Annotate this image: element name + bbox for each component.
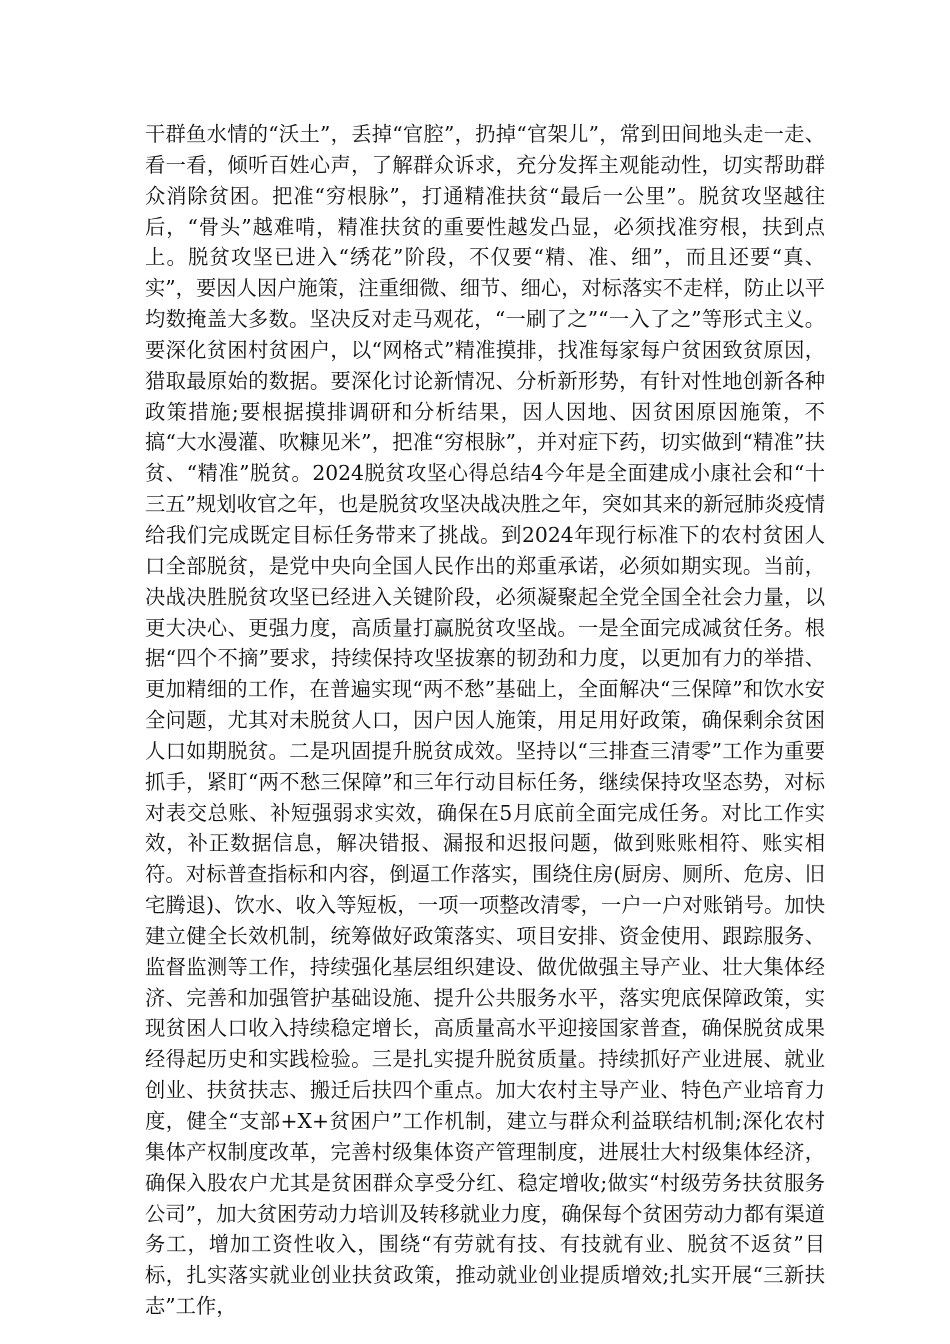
document-body	[145, 119, 825, 1322]
body-paragraph: 干群鱼水情的“沃土”，丢掉“官腔”，扔掉“官架儿”，常到田间地头走一走、看一看，倾听百姓心声，了解群众诉求，充分发挥主观能动性，切实帮助群众消除贫困。把准“穷根脉”，打通精准扶贫“最后一公里”。脱贫攻坚越往后，“骨头”越难啃，精准扶贫的重要性越发凸显，必须找准穷根，扶到点上。脱贫攻坚已进入“绣花”阶段，不仅要“精、准、细”，而且还要“真、实”，要因人因户施策，注重细微、细节、细心，对标落实不走样，防止以平均数掩盖大多数。坚决反对走马观花，“一刷了之”“一入了之”等形式主义。要深化贫困村贫困户，以“网格式”精准摸排，找准每家每户贫困致贫原因，猎取最原始的数据。要深化讨论新情况、分析新形势，有针对性地创新各种政策措施;要根据摸排调研和分析结果，因人因地、因贫困原因施策，不搞“大水漫灌、吹糠见米”，把准“穷根脉”，并对症下药，切实做到“精准”扶贫、“精准”脱贫。2024脱贫攻坚心得总结4今年是全面建成小康社会和“十三五”规划收官之年，也是脱贫攻坚决战决胜之年，突如其来的新冠肺炎疫情给我们完成既定目标任务带来了挑战。到2024年现行标准下的农村贫困人口全部脱贫，是党中央向全国人民作出的郑重承诺，必须如期实现。当前，决战决胜脱贫攻坚已经进入关键阶段，必须凝聚起全党全国全社会力量，以更大决心、更强力度，高质量打赢脱贫攻坚战。一是全面完成减贫任务。根据“四个不摘”要求，持续保持攻坚拔寨的韧劲和力度，以更加有力的举措、更加精细的工作，在普遍实现“两不愁”基础上，全面解决“三保障”和饮水安全问题，尤其对未脱贫人口，因户因人施策，用足用好政策，确保剩余贫困人口如期脱贫。二是巩固提升脱贫成效。坚持以“三排查三清零”工作为重要抓手，紧盯“两不愁三保障”和三年行动目标任务，继续保持攻坚态势，对标对表交总账、补短强弱求实效，确保在5月底前全面完成任务。对比工作实效，补正数据信息，解决错报、漏报和迟报问题，做到账账相符、账实相符。对标普查指标和内容，倒逼工作落实，围绕住房(厨房、厕所、危房、旧宅腾退)、饮水、收入等短板，一项一项整改清零，一户一户对账销号。加快建立健全长效机制，统筹做好政策落实、项目安排、资金使用、跟踪服务、监督监测等工作，持续强化基层组织建设、做优做强主导产业、壮大集体经济、完善和加强管护基础设施、提升公共服务水平，落实兜底保障政策，实现贫困人口收入持续稳定增长，高质量高水平迎接国家普查，确保脱贫成果经得起历史和实践检验。三是扎实提升脱贫质量。持续抓好产业进展、就业创业、扶贫扶志、搬迁后扶四个重点。加大农村主导产业、特色产业培育力度，健全“支部+X+贫困户”工作机制，建立与群众利益联结机制;深化农村集体产权制度改革，完善村级集体资产管理制度，进展壮大村级集体经济，确保入股农户尤其是贫困群众享受分红、稳定增收;做实“村级劳务扶贫服务公司”，加大贫困劳动力培训及转移就业力度，确保每个贫困劳动力都有渠道务工，增加工资性收入，围绕“有劳就有技、有技就有业、脱贫不返贫”目标，扎实落实就业创业扶贫政策，推动就业创业提质增效;扎实开展“三新扶志”工作，	[145, 122, 825, 1319]
